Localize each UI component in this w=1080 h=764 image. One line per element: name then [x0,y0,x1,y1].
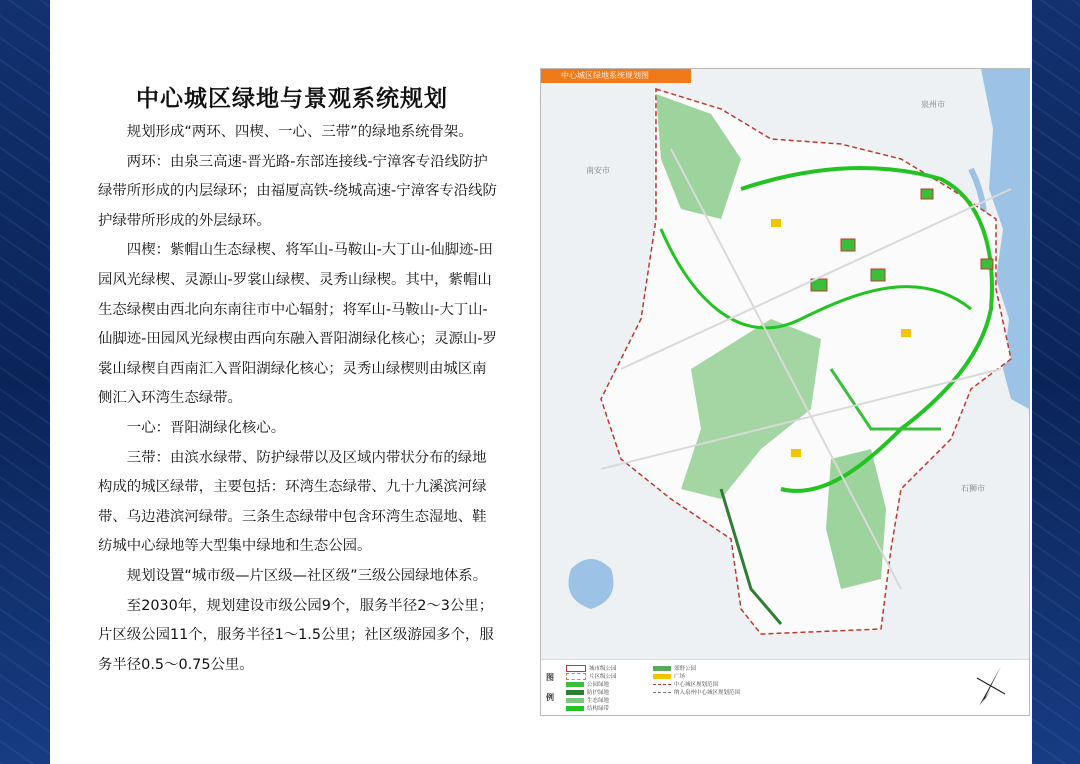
legend-item: 结构绿带 [566,704,609,712]
legend-item: 生态绿地 [566,696,609,704]
map-legend [541,659,1029,716]
legend-title: 图例 [546,673,554,702]
place-label-nanan: 南安市 [586,166,610,175]
paragraph: 三带：由滨水绿带、防护绿带以及区域内带状分布的绿地构成的城区绿带，主要包括：环湾生态绿带、九十九溪滨河绿带、乌边港滨河绿带。三条生态绿带中包含环湾生态湿地、鞋纺城中心绿地等大型集中绿地和生态公园。 [98,449,487,555]
map-frame [540,68,1030,716]
paragraph: 规划设置“城市级—片区级—社区级”三级公园绿地体系。 [126,567,488,584]
legend-item: 公园绿地 [566,680,609,688]
left-background-strip [0,0,50,764]
plaza [791,449,801,457]
north-arrow-icon [971,664,1011,708]
city-park [981,259,993,269]
city-park [841,239,855,251]
legend-item: 广场 [653,672,685,680]
legend-item: 纳入泉州中心城区规划范围 [653,688,740,696]
legend-item: 防护绿地 [566,688,609,696]
place-label-shishi: 石狮市 [961,484,985,493]
plaza [771,219,781,227]
map-header: 中心城区绿地系统规划图 [541,69,691,83]
paragraph: 至2030年，规划建设市级公园9个，服务半径2～3公里；片区级公园11个，服务半径1～1.5公里；社区级游园多个，服务半径0.5～0.75公里。 [98,597,494,673]
plaza [901,329,911,337]
paragraph: 两环：由泉三高速-晋光路-东部连接线-宁漳客专沿线防护绿带所形成的内层绿环；由福厦高铁-绕城高速-宁漳客专沿线防护绿带所形成的外层绿环。 [98,153,497,229]
city-park [871,269,885,281]
paragraph: 一心：晋阳湖绿化核心。 [126,419,286,436]
page-title: 中心城区绿地与景观系统规划 [136,86,448,112]
place-label-quanzhou: 泉州市 [921,100,945,109]
legend-item: 中心城区规划范围 [653,680,718,688]
map-drawing [541,69,1029,659]
paragraph: 规划形成“两环、四楔、一心、三带”的绿地系统骨架。 [126,124,473,140]
body-text [98,118,498,680]
legend-item: 片区级公园 [566,672,617,680]
city-park [921,189,933,199]
paragraph: 四楔：紫帽山生态绿楔、将军山-马鞍山-大丁山-仙脚迹-田园风光绿楔、灵源山-罗裳山绿楔、灵秀山绿楔。其中，紫帽山生态绿楔由西北向东南往市中心辐射；将军山-马鞍山-大丁山-仙脚迹-田园风光绿楔由西向东融入晋阳湖绿化核心；灵源山-罗裳山绿楔自西南汇入晋阳湖绿化核心；灵秀山绿楔则由城区南侧汇入环湾生态绿带。 [98,242,497,407]
document-page [50,0,1032,764]
right-background-strip [1032,0,1080,764]
green-space-plan-map [540,68,1030,718]
legend-item: 城市级公园 [566,664,617,672]
legend-item: 郊野公园 [653,664,696,672]
